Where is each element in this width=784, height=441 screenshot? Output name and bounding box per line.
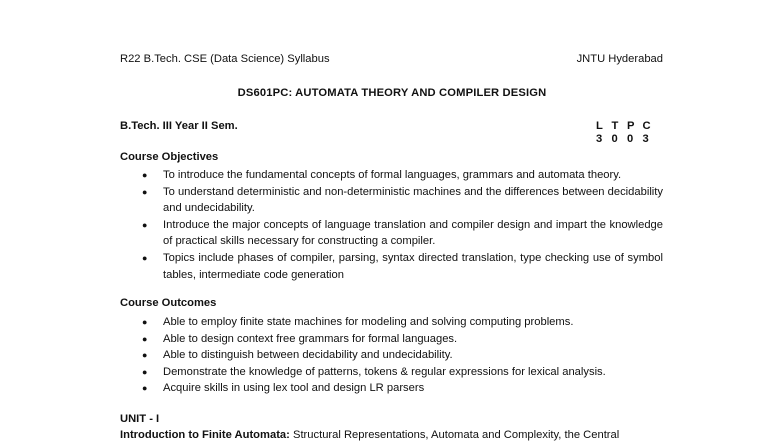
- bullet-icon: ●: [142, 317, 148, 327]
- semester-label: B.Tech. III Year II Sem.: [120, 120, 238, 132]
- bullet-icon: ●: [142, 252, 148, 263]
- bullet-icon: ●: [142, 186, 148, 197]
- ltpc-label: L: [596, 120, 603, 132]
- list-item: [120, 250, 663, 283]
- ltpc-value: 0: [627, 133, 634, 145]
- bullet-icon: ●: [142, 219, 148, 230]
- outcome-text: Able to distinguish between decidability and undecidability.: [163, 349, 453, 362]
- ltpc-values: [596, 133, 658, 145]
- bullet-icon: ●: [142, 383, 148, 394]
- ltpc-value: 3: [642, 133, 649, 145]
- objectives-list: [120, 167, 663, 283]
- outcome-text: Acquire skills in using lex tool and design LR parsers: [163, 382, 425, 395]
- list-item: [120, 380, 663, 397]
- list-item: [120, 167, 663, 184]
- bullet-icon: ●: [142, 366, 148, 377]
- bullet-icon: ●: [142, 350, 148, 361]
- unit-intro-heading: Introduction to Finite Automata:: [120, 429, 290, 441]
- outcome-text: Able to employ finite state machines for modeling and solving computing problems.: [163, 316, 574, 328]
- objective-text: Introduce the major concepts of language translation and compiler design and impart the knowledge of practical skills necessary for constructing a compiler.: [163, 218, 663, 248]
- header-right: JNTU Hyderabad: [576, 53, 663, 65]
- unit-intro-text: Structural Representations, Automata and Complexity, the Central: [289, 429, 620, 441]
- ltpc-table: [596, 120, 658, 145]
- ltpc-label: C: [642, 120, 651, 132]
- ltpc-labels: [596, 120, 658, 132]
- outcome-text: Able to design context free grammars for formal languages.: [163, 332, 458, 345]
- bullet-icon: ●: [142, 333, 148, 344]
- objective-text: To understand deterministic and non-deterministic machines and the differences between decidability and undecidability.: [163, 185, 663, 215]
- ltpc-value: 3: [596, 133, 603, 145]
- ltpc-value: 0: [611, 133, 618, 145]
- unit-heading: UNIT - I: [120, 413, 160, 425]
- header-left: R22 B.Tech. CSE (Data Science) Syllabus: [120, 53, 330, 65]
- course-title: DS601PC: AUTOMATA THEORY AND COMPILER DESIGN: [237, 87, 547, 99]
- list-item: [120, 331, 663, 348]
- list-item: [120, 217, 663, 250]
- objective-text: Topics include phases of compiler, parsing, syntax directed translation, type checking use of symbol tables, intermediate code generation: [163, 251, 663, 281]
- outcomes-heading: Course Outcomes: [120, 297, 217, 309]
- unit-intro: [120, 429, 665, 441]
- ltpc-label: P: [627, 120, 635, 132]
- ltpc-label: T: [611, 120, 619, 132]
- outcomes-list: [120, 314, 663, 397]
- list-item: [120, 314, 663, 331]
- objectives-heading: Course Objectives: [120, 151, 219, 163]
- bullet-icon: ●: [142, 170, 148, 180]
- objective-text: To introduce the fundamental concepts of formal languages, grammars and automata theory.: [163, 169, 622, 181]
- list-item: [120, 347, 663, 364]
- outcome-text: Demonstrate the knowledge of patterns, tokens & regular expressions for lexical analysis.: [163, 365, 606, 378]
- list-item: [120, 184, 663, 217]
- list-item: [120, 364, 663, 381]
- page-header: [120, 53, 663, 65]
